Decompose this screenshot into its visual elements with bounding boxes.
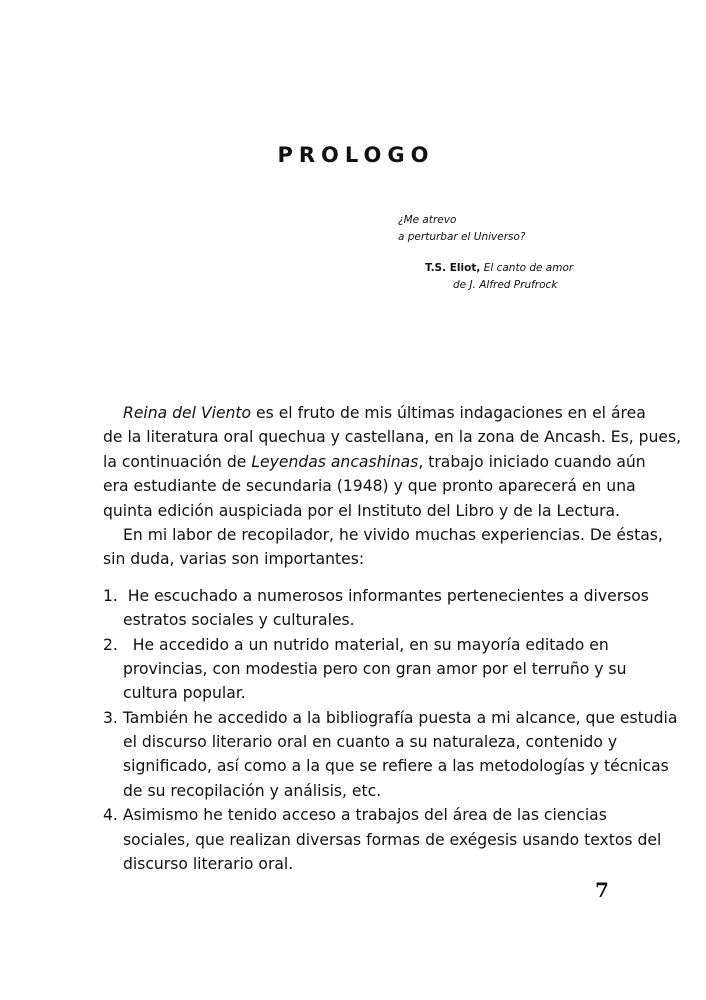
epigraph-line: a perturbar el Universo? xyxy=(398,231,526,243)
list-item xyxy=(103,584,649,633)
text-run: 3. También he accedido a la bibliografía puesta a mi alcance, que estudia xyxy=(103,708,678,727)
body-text xyxy=(103,401,682,876)
text-line xyxy=(103,474,636,498)
text-run: discurso literario oral. xyxy=(123,855,294,874)
text-line xyxy=(103,657,627,681)
text-line xyxy=(103,401,646,425)
text-line xyxy=(103,681,603,705)
list-item xyxy=(103,803,662,876)
text-run: 4. Asimismo he tenido acceso a trabajos del área de las ciencias xyxy=(103,806,607,825)
text-run: sin duda, varias son importantes: xyxy=(103,550,365,569)
paragraph xyxy=(103,401,682,523)
text-line xyxy=(103,779,603,803)
text-line xyxy=(103,584,649,608)
list-item xyxy=(103,633,627,706)
epigraph-author: T.S. Eliot, xyxy=(425,262,481,274)
epigraph-work: El canto de amor xyxy=(483,262,574,274)
paragraph xyxy=(103,523,663,572)
text-line xyxy=(103,499,620,523)
text-run: de la literatura oral quechua y castellana, en la zona de Ancash. Es, pues, xyxy=(103,428,682,447)
page-title: PROLOGO xyxy=(277,143,435,167)
text-line xyxy=(103,547,603,571)
text-line xyxy=(103,523,663,547)
italic-title: Reina del Viento xyxy=(123,404,252,422)
text-run: provincias, con modestia pero con gran amor por el terruño y su xyxy=(123,659,627,678)
epigraph-line: ¿Me atrevo xyxy=(398,214,457,226)
epigraph-attribution xyxy=(425,262,573,274)
list-item xyxy=(103,706,678,804)
text-run: 1. He escuchado a numerosos informantes pertenecientes a diversos xyxy=(103,586,649,605)
text-run: es el fruto de mis últimas indagaciones en el área xyxy=(251,404,646,422)
text-line xyxy=(103,450,646,474)
text-line xyxy=(103,754,669,778)
italic-title: Leyendas ancashinas xyxy=(251,452,419,471)
page-number: 7 xyxy=(595,878,609,902)
text-line xyxy=(103,706,678,730)
text-line xyxy=(103,608,603,632)
text-line xyxy=(103,730,618,754)
text-run: En mi labor de recopilador, he vivido muchas experiencias. De éstas, xyxy=(123,525,663,544)
text-run: de su recopilación y análisis, etc. xyxy=(123,781,382,800)
text-run: quinta edición auspiciada por el Instituto del Libro y de la Lectura. xyxy=(103,501,620,520)
text-run: el discurso literario oral en cuanto a su naturaleza, contenido y xyxy=(123,733,618,752)
paragraph-gap xyxy=(103,572,603,584)
text-run: sociales, que realizan diversas formas de exégesis usando textos del xyxy=(123,830,662,849)
text-run: significado, así como a la que se refiere a las metodologías y técnicas xyxy=(123,757,669,776)
text-line xyxy=(103,633,609,657)
text-run: era estudiante de secundaria (1948) y que pronto aparecerá en una xyxy=(103,477,636,496)
text-run: , trabajo iniciado cuando aún xyxy=(418,452,646,471)
text-run: la continuación de xyxy=(103,452,252,471)
text-line xyxy=(103,803,607,827)
text-run: 2. He accedido a un nutrido material, en su mayoría editado en xyxy=(103,635,609,654)
text-run: cultura popular. xyxy=(123,684,246,703)
text-line xyxy=(103,852,603,876)
epigraph-work-line2: de J. Alfred Prufrock xyxy=(453,279,558,291)
text-line xyxy=(103,425,682,449)
text-run: estratos sociales y culturales. xyxy=(123,611,355,630)
text-line xyxy=(103,828,662,852)
